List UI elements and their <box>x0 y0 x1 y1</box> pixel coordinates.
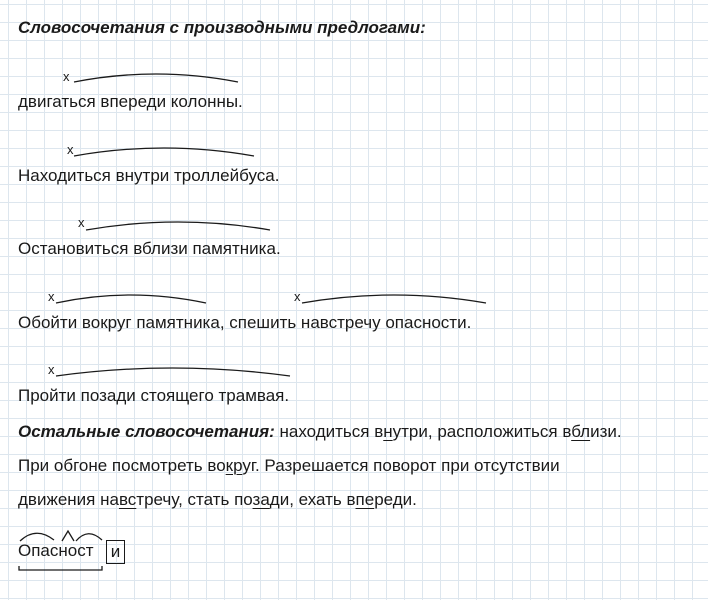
underlined-letters: вс <box>118 490 137 509</box>
text: При обгоне посмотреть <box>18 456 208 475</box>
stem-bracket <box>19 566 102 570</box>
phrase-line: Остановиться вблизи памятника. <box>18 239 281 258</box>
main-word-mark: x <box>67 142 74 157</box>
phrase-line: Пройти позади стоящего трамвая. <box>18 386 290 405</box>
ending-box: и <box>106 540 125 564</box>
text: в <box>374 422 384 441</box>
main-word-mark: x <box>48 362 55 377</box>
phrase-line: Находиться внутри троллейбуса. <box>18 166 280 185</box>
rest-line-3 <box>18 490 417 510</box>
text: находиться <box>274 422 375 441</box>
underlined-letters: н <box>383 422 393 441</box>
text: ди, ехать <box>269 490 347 509</box>
text: уг. Разрешается поворот при отсутствии <box>242 456 560 475</box>
main-word-mark: x <box>78 215 85 230</box>
text: реди. <box>374 490 417 509</box>
underlined-letters: бл <box>571 422 591 441</box>
text: утри, расположиться <box>392 422 563 441</box>
text: изи. <box>590 422 622 441</box>
text: тречу, стать <box>136 490 235 509</box>
text: в <box>562 422 572 441</box>
dependency-arc <box>54 366 294 380</box>
text: по <box>234 490 253 509</box>
main-word-mark: x <box>48 289 55 304</box>
phrase-line: Обойти вокруг памятника, спешить навстречу опасности. <box>18 313 472 332</box>
text: движения <box>18 490 101 509</box>
dependency-arc <box>72 72 242 86</box>
phrase-line: двигаться впереди колонны. <box>18 92 243 111</box>
text: в <box>346 490 356 509</box>
dependency-arc <box>72 146 257 160</box>
dependency-arc <box>84 220 274 234</box>
root-arc <box>20 533 54 541</box>
suffix-mark <box>62 531 74 541</box>
rest-label: Остальные словосочетания: <box>18 422 275 441</box>
main-word-mark: x <box>63 69 70 84</box>
dependency-arc <box>300 293 490 307</box>
underlined-letters: за <box>252 490 270 509</box>
rest-line-2 <box>18 456 560 476</box>
section-heading: Словосочетания с производными предлогами: <box>18 18 426 37</box>
root-arc <box>76 534 102 541</box>
text: во <box>207 456 226 475</box>
text: на <box>100 490 119 509</box>
main-word-mark: x <box>294 289 301 304</box>
analyzed-word: Опасност <box>18 541 94 560</box>
underlined-letters: пе <box>355 490 375 509</box>
underlined-letters: кр <box>225 456 243 475</box>
rest-line-1 <box>18 422 622 442</box>
dependency-arc <box>54 293 209 307</box>
